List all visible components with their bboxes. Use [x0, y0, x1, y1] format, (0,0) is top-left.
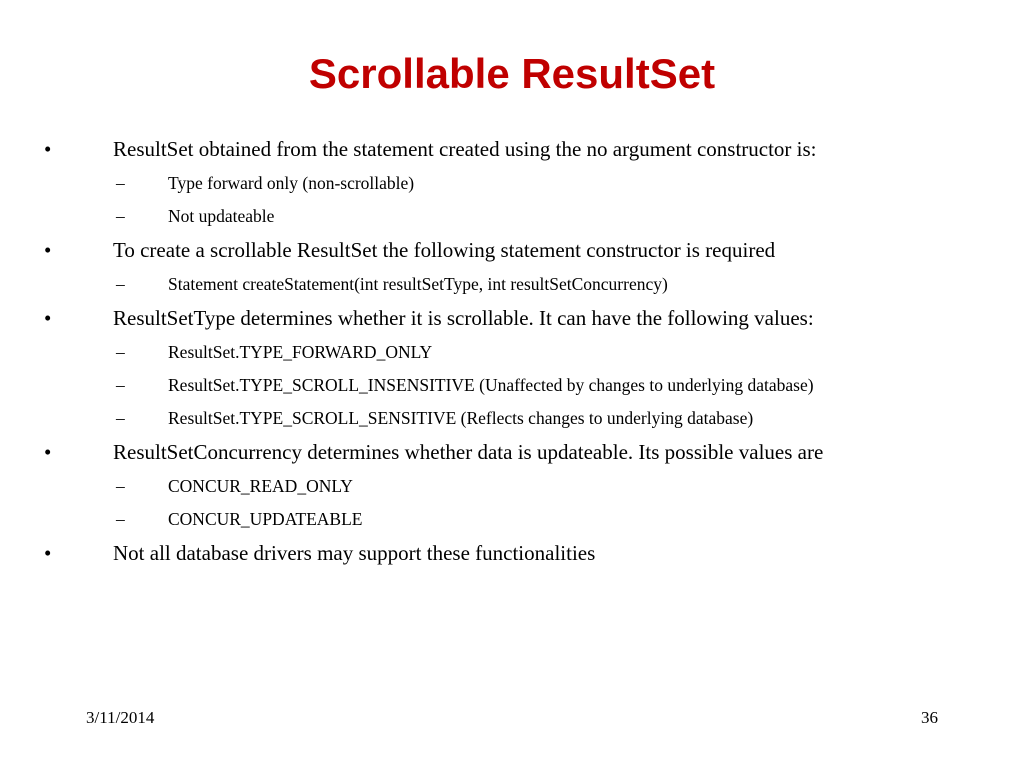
sub-bullet-item — [0, 470, 1024, 503]
sub-bullet-marker: – — [116, 206, 125, 226]
sub-bullet-item — [0, 200, 1024, 233]
bullet-marker: • — [44, 137, 52, 161]
bullet-marker: • — [44, 541, 52, 565]
bullet-text: ResultSetType determines whether it is scrollable. It can have the following values: — [113, 306, 814, 330]
bullet-item — [0, 301, 1024, 336]
sub-bullet-text: CONCUR_READ_ONLY — [168, 476, 353, 496]
sub-bullet-text: ResultSet.TYPE_SCROLL_INSENSITIVE (Unaffected by changes to underlying database) — [168, 375, 814, 395]
sub-bullet-item — [0, 336, 1024, 369]
sub-bullet-marker: – — [116, 476, 125, 496]
bullet-marker: • — [44, 306, 52, 330]
bullet-text: ResultSetConcurrency determines whether data is updateable. Its possible values are — [113, 440, 824, 464]
bullet-item — [0, 435, 1024, 470]
bullet-text: ResultSet obtained from the statement created using the no argument constructor is: — [113, 137, 817, 161]
sub-bullet-item — [0, 402, 1024, 435]
sub-bullet-marker: – — [116, 342, 125, 362]
bullet-item — [0, 132, 1024, 167]
sub-bullet-item — [0, 503, 1024, 536]
sub-bullet-item — [0, 167, 1024, 200]
bullet-item — [0, 536, 1024, 571]
sub-bullet-text: ResultSet.TYPE_SCROLL_SENSITIVE (Reflects changes to underlying database) — [168, 408, 754, 428]
sub-bullet-marker: – — [116, 173, 125, 193]
bullet-marker: • — [44, 440, 52, 464]
sub-bullet-text: Type forward only (non-scrollable) — [168, 173, 415, 193]
bullet-text: Not all database drivers may support these functionalities — [113, 541, 596, 565]
bullet-list — [0, 132, 1024, 571]
sub-bullet-item — [0, 369, 1024, 402]
sub-bullet-item — [0, 268, 1024, 301]
sub-bullet-marker: – — [116, 509, 125, 529]
sub-bullet-text: ResultSet.TYPE_FORWARD_ONLY — [168, 342, 433, 362]
slide-number: 36 — [921, 708, 938, 727]
sub-bullet-text: CONCUR_UPDATEABLE — [168, 509, 363, 529]
bullet-marker: • — [44, 238, 52, 262]
sub-bullet-marker: – — [116, 408, 125, 428]
slide-title: Scrollable ResultSet — [308, 50, 716, 97]
bullet-text: To create a scrollable ResultSet the following statement constructor is required — [113, 238, 776, 262]
sub-bullet-marker: – — [116, 274, 125, 294]
footer-date: 3/11/2014 — [86, 708, 155, 727]
sub-bullet-marker: – — [116, 375, 125, 395]
bullet-item — [0, 233, 1024, 268]
sub-bullet-text: Not updateable — [168, 206, 275, 226]
sub-bullet-text: Statement createStatement(int resultSetType, int resultSetConcurrency) — [168, 274, 668, 294]
